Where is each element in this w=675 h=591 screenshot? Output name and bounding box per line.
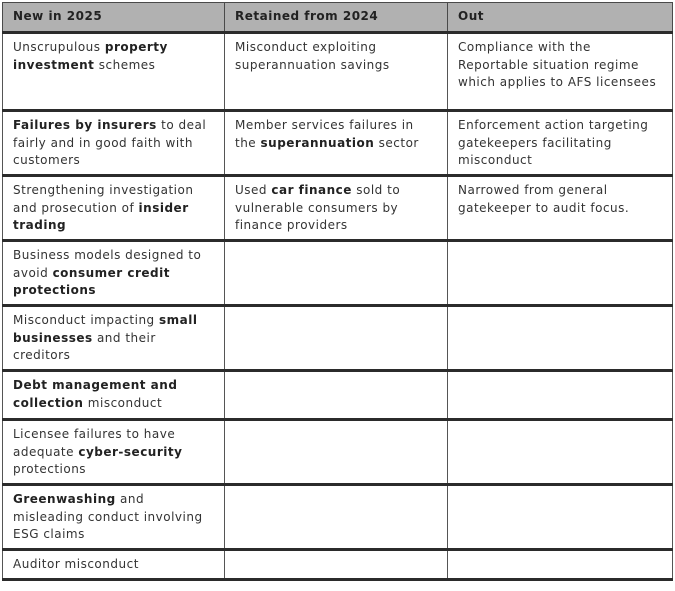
cell-out (448, 111, 673, 176)
table-row (3, 485, 673, 550)
cell-new (3, 485, 225, 550)
header-new-in-2025: New in 2025 (3, 3, 225, 33)
table-row (3, 306, 673, 371)
cell-text: schemes (94, 57, 156, 72)
cell-retained (225, 33, 448, 111)
cell-retained (225, 176, 448, 241)
table-row (3, 550, 673, 580)
cell-new (3, 306, 225, 371)
cell-text: and misleading conduct involving ESG claims (13, 492, 203, 541)
header-out: Out (448, 3, 673, 33)
cell-retained (225, 371, 448, 420)
cell-text: Misconduct impacting (13, 313, 159, 327)
cell-retained (225, 485, 448, 550)
bold-text: Greenwashing (13, 492, 116, 506)
cell-text: and their creditors (13, 330, 156, 362)
priorities-table (2, 2, 673, 581)
cell-retained (225, 241, 448, 306)
cell-text: Business models designed to avoid (13, 248, 202, 280)
cell-text: Used (235, 183, 272, 197)
cell-text: Member services failures in the (235, 118, 414, 150)
bold-text: property investment (13, 40, 168, 72)
cell-out (448, 176, 673, 241)
cell-new (3, 241, 225, 306)
cell-text: Strengthening investigation and prosecution of (13, 183, 194, 215)
cell-out (448, 306, 673, 371)
cell-text: misconduct (83, 395, 163, 410)
cell-retained (225, 111, 448, 176)
bold-text: cyber-security (78, 444, 183, 459)
table-row (3, 176, 673, 241)
cell-text: to deal fairly and in good faith with customers (13, 118, 207, 167)
bold-text: small businesses (13, 313, 198, 345)
cell-text: Enforcement action targeting gatekeepers facilitating misconduct (458, 118, 649, 167)
bold-text: consumer credit protections (13, 265, 170, 297)
cell-text: protections (13, 462, 87, 476)
cell-text: Unscrupulous (13, 40, 105, 54)
cell-text: Narrowed from general gatekeeper to audit focus. (458, 183, 630, 215)
cell-out (448, 550, 673, 580)
cell-text: Auditor misconduct (13, 557, 139, 571)
bold-text: Failures by insurers (13, 118, 157, 132)
cell-out (448, 371, 673, 420)
cell-out (448, 485, 673, 550)
cell-new (3, 33, 225, 111)
cell-text: sector (374, 135, 419, 150)
bold-text: car finance (271, 183, 352, 197)
bold-text: superannuation (260, 135, 375, 150)
cell-out (448, 420, 673, 485)
cell-new (3, 176, 225, 241)
cell-text: Licensee failures to have adequate (13, 427, 176, 459)
header-retained-from-2024: Retained from 2024 (225, 3, 448, 33)
table-row (3, 33, 673, 111)
cell-text: Misconduct exploiting superannuation savings (235, 40, 390, 72)
cell-text: Compliance with the Reportable situation regime which applies to AFS licensees (458, 40, 657, 89)
table-row (3, 420, 673, 485)
cell-new (3, 550, 225, 580)
cell-retained (225, 550, 448, 580)
table-row (3, 371, 673, 420)
table-header (3, 3, 673, 33)
header-row (3, 3, 673, 33)
bold-text: Debt management and collection (13, 378, 178, 410)
cell-new (3, 371, 225, 420)
cell-retained (225, 420, 448, 485)
table-row (3, 241, 673, 306)
cell-text: sold to vulnerable consumers by finance providers (235, 183, 401, 232)
table-body (3, 33, 673, 580)
table-row (3, 111, 673, 176)
cell-retained (225, 306, 448, 371)
cell-out (448, 33, 673, 111)
cell-out (448, 241, 673, 306)
cell-new (3, 420, 225, 485)
bold-text: insider trading (13, 200, 189, 232)
cell-new (3, 111, 225, 176)
